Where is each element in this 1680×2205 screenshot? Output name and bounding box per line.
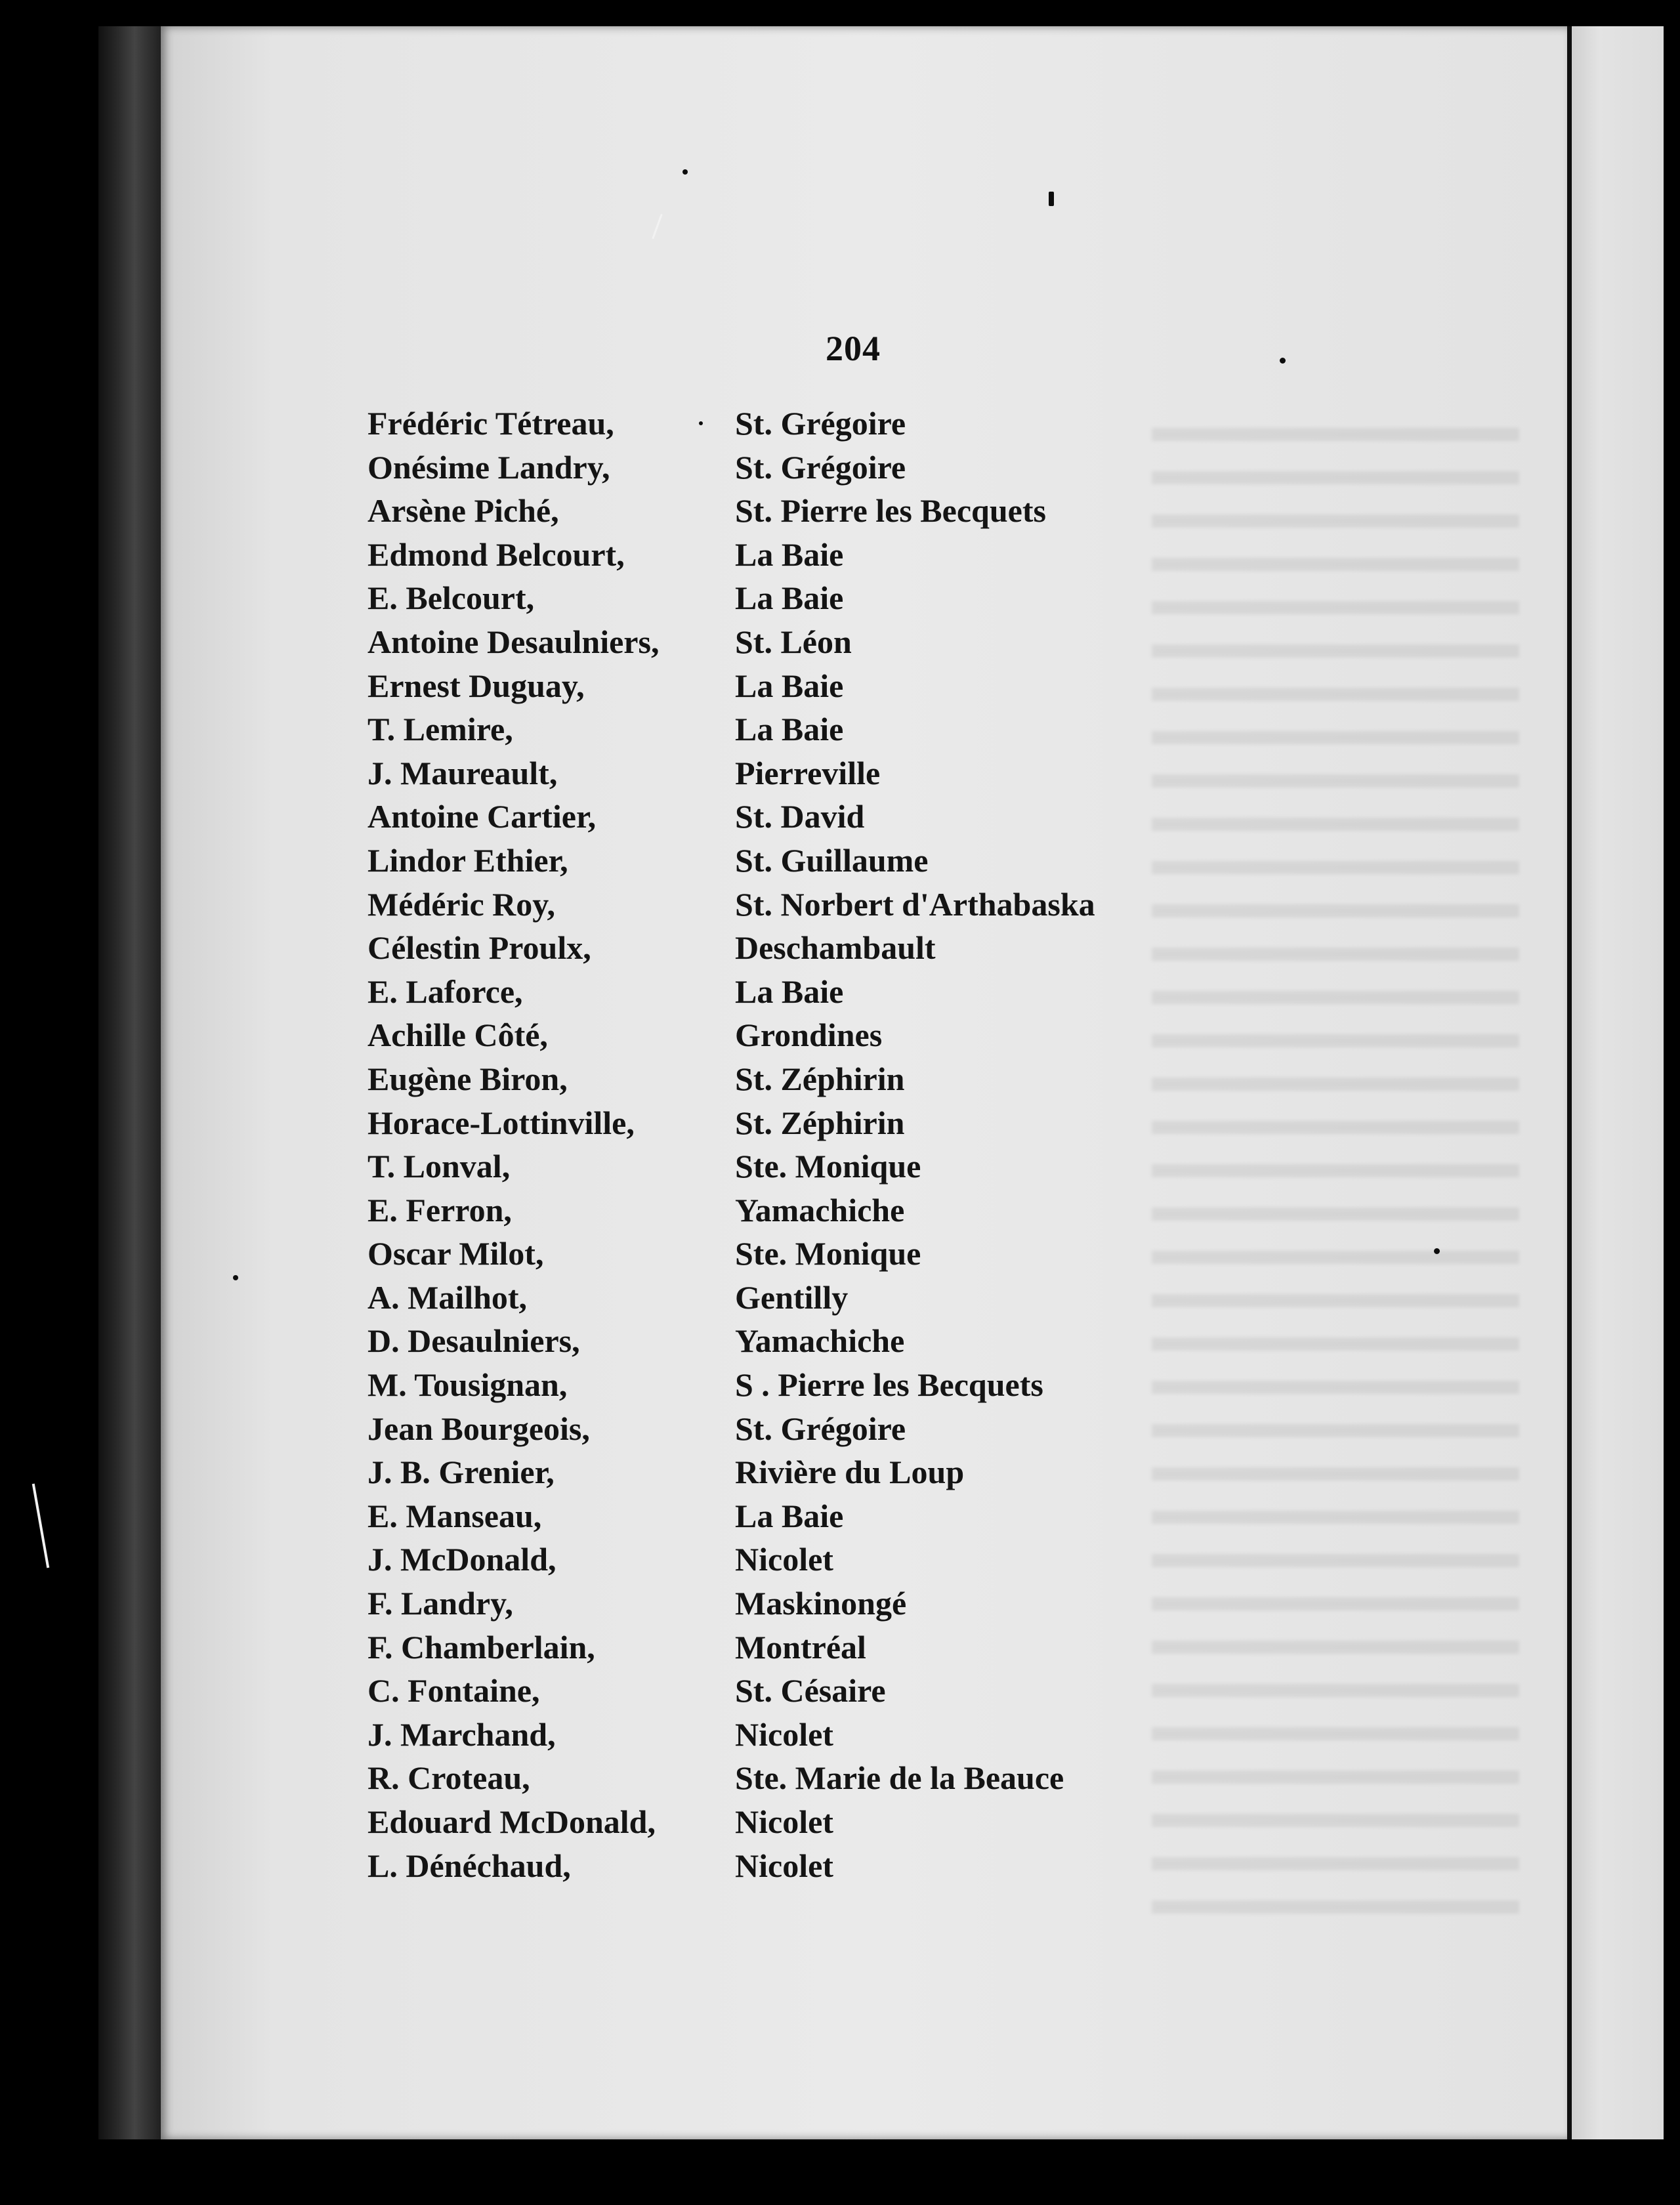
place-name: Nicolet (735, 1541, 833, 1578)
list-item (368, 883, 1155, 927)
list-item (368, 839, 1155, 883)
person-name: J. Maureault, (368, 754, 558, 791)
person-name: A. Mailhot, (368, 1278, 528, 1316)
person-name: T. Lonval, (368, 1148, 511, 1185)
list-item (368, 707, 1155, 751)
person-name: C. Fontaine, (368, 1672, 540, 1710)
list-item (368, 1363, 1155, 1407)
place-name: Nicolet (735, 1847, 833, 1884)
person-name: Horace-Lottinville, (368, 1104, 635, 1141)
list-item (368, 1844, 1155, 1888)
list-item (368, 1538, 1155, 1582)
place-name: Maskinongé (735, 1585, 907, 1622)
list-item (368, 1144, 1155, 1188)
list-item (368, 751, 1155, 795)
place-name: St. David (735, 798, 865, 835)
place-name: St. Guillaume (735, 841, 929, 879)
list-item (368, 1582, 1155, 1626)
list-item (368, 1232, 1155, 1276)
person-name: Eugène Biron, (368, 1060, 568, 1097)
place-name: Ste. Monique (735, 1148, 921, 1185)
person-name: Jean Bourgeois, (368, 1410, 590, 1447)
person-name: Oscar Milot, (368, 1235, 544, 1272)
place-name: St. Zéphirin (735, 1060, 905, 1097)
place-name: St. Grégoire (735, 448, 906, 486)
list-item (368, 1188, 1155, 1232)
list-item (368, 795, 1155, 839)
place-name: La Baie (735, 1497, 844, 1534)
person-name: Célestin Proulx, (368, 929, 591, 967)
list-item (368, 1276, 1155, 1320)
list-item (368, 1450, 1155, 1494)
person-name: Antoine Cartier, (368, 798, 597, 835)
list-item (368, 489, 1155, 533)
name-place-list (368, 402, 1155, 1887)
person-name: Antoine Desaulniers, (368, 623, 660, 660)
facing-page (1572, 26, 1664, 2139)
bleed-through-text (1152, 413, 1519, 1929)
person-name: M. Tousignan, (368, 1366, 568, 1404)
place-name: La Baie (735, 973, 844, 1010)
place-name: St. Pierre les Becquets (735, 492, 1046, 530)
place-name: Nicolet (735, 1715, 833, 1753)
list-item (368, 533, 1155, 577)
page-edge (1567, 26, 1571, 2139)
place-name: La Baie (735, 711, 844, 748)
list-item (368, 446, 1155, 490)
place-name: Grondines (735, 1017, 883, 1054)
list-item (368, 620, 1155, 664)
person-name: J. McDonald, (368, 1541, 556, 1578)
page-number: 204 (826, 329, 881, 368)
person-name: Frédéric Tétreau, (368, 405, 614, 442)
place-name: St. Grégoire (735, 1410, 906, 1447)
person-name: T. Lemire, (368, 711, 513, 748)
place-name: La Baie (735, 667, 844, 704)
place-name: Ste. Marie de la Beauce (735, 1759, 1064, 1797)
list-item (368, 1800, 1155, 1844)
person-name: R. Croteau, (368, 1759, 530, 1797)
list-item (368, 1057, 1155, 1101)
list-item (368, 1626, 1155, 1670)
book-spine (98, 26, 164, 2139)
person-name: Achille Côté, (368, 1017, 548, 1054)
person-name: Ernest Duguay, (368, 667, 585, 704)
list-item (368, 970, 1155, 1014)
list-item (368, 576, 1155, 620)
person-name: Edouard McDonald, (368, 1803, 656, 1840)
place-name: St. Zéphirin (735, 1104, 905, 1141)
person-name: F. Chamberlain, (368, 1628, 595, 1666)
list-item (368, 1494, 1155, 1538)
list-item (368, 1407, 1155, 1451)
ink-speck (699, 421, 703, 425)
place-name: Nicolet (735, 1803, 833, 1840)
person-name: Onésime Landry, (368, 448, 610, 486)
place-name: Deschambault (735, 929, 936, 967)
person-name: D. Desaulniers, (368, 1322, 580, 1360)
place-name: Pierreville (735, 754, 881, 791)
person-name: E. Laforce, (368, 973, 523, 1010)
person-name: E. Ferron, (368, 1191, 512, 1228)
ink-speck (1434, 1248, 1440, 1254)
person-name: Arsène Piché, (368, 492, 559, 530)
list-item (368, 1713, 1155, 1757)
ink-speck (1280, 358, 1286, 364)
list-item (368, 1101, 1155, 1145)
place-name: St. Norbert d'Arthabaska (735, 885, 1095, 923)
place-name: S . Pierre les Becquets (735, 1366, 1043, 1404)
place-name: St. Césaire (735, 1672, 886, 1710)
list-item (368, 1013, 1155, 1057)
person-name: F. Landry, (368, 1585, 513, 1622)
place-name: Yamachiche (735, 1322, 905, 1360)
person-name: J. B. Grenier, (368, 1454, 555, 1491)
list-item (368, 1669, 1155, 1713)
person-name: L. Dénéchaud, (368, 1847, 571, 1884)
place-name: Ste. Monique (735, 1235, 921, 1272)
person-name: Lindor Ethier, (368, 841, 568, 879)
place-name: Gentilly (735, 1278, 849, 1316)
list-item (368, 926, 1155, 970)
place-name: La Baie (735, 579, 844, 617)
page-scratch (32, 1484, 50, 1568)
list-item (368, 664, 1155, 708)
person-name: Médéric Roy, (368, 885, 556, 923)
ink-speck (682, 169, 688, 175)
place-name: Rivière du Loup (735, 1454, 965, 1491)
place-name: La Baie (735, 536, 844, 573)
place-name: St. Léon (735, 623, 852, 660)
person-name: E. Manseau, (368, 1497, 542, 1534)
ink-speck (1049, 192, 1054, 206)
person-name: J. Marchand, (368, 1715, 556, 1753)
person-name: E. Belcourt, (368, 579, 535, 617)
place-name: St. Grégoire (735, 405, 906, 442)
ink-speck (233, 1275, 238, 1280)
list-item (368, 1756, 1155, 1800)
person-name: Edmond Belcourt, (368, 536, 625, 573)
list-item (368, 402, 1155, 446)
place-name: Yamachiche (735, 1191, 905, 1228)
list-item (368, 1319, 1155, 1363)
place-name: Montréal (735, 1628, 866, 1666)
